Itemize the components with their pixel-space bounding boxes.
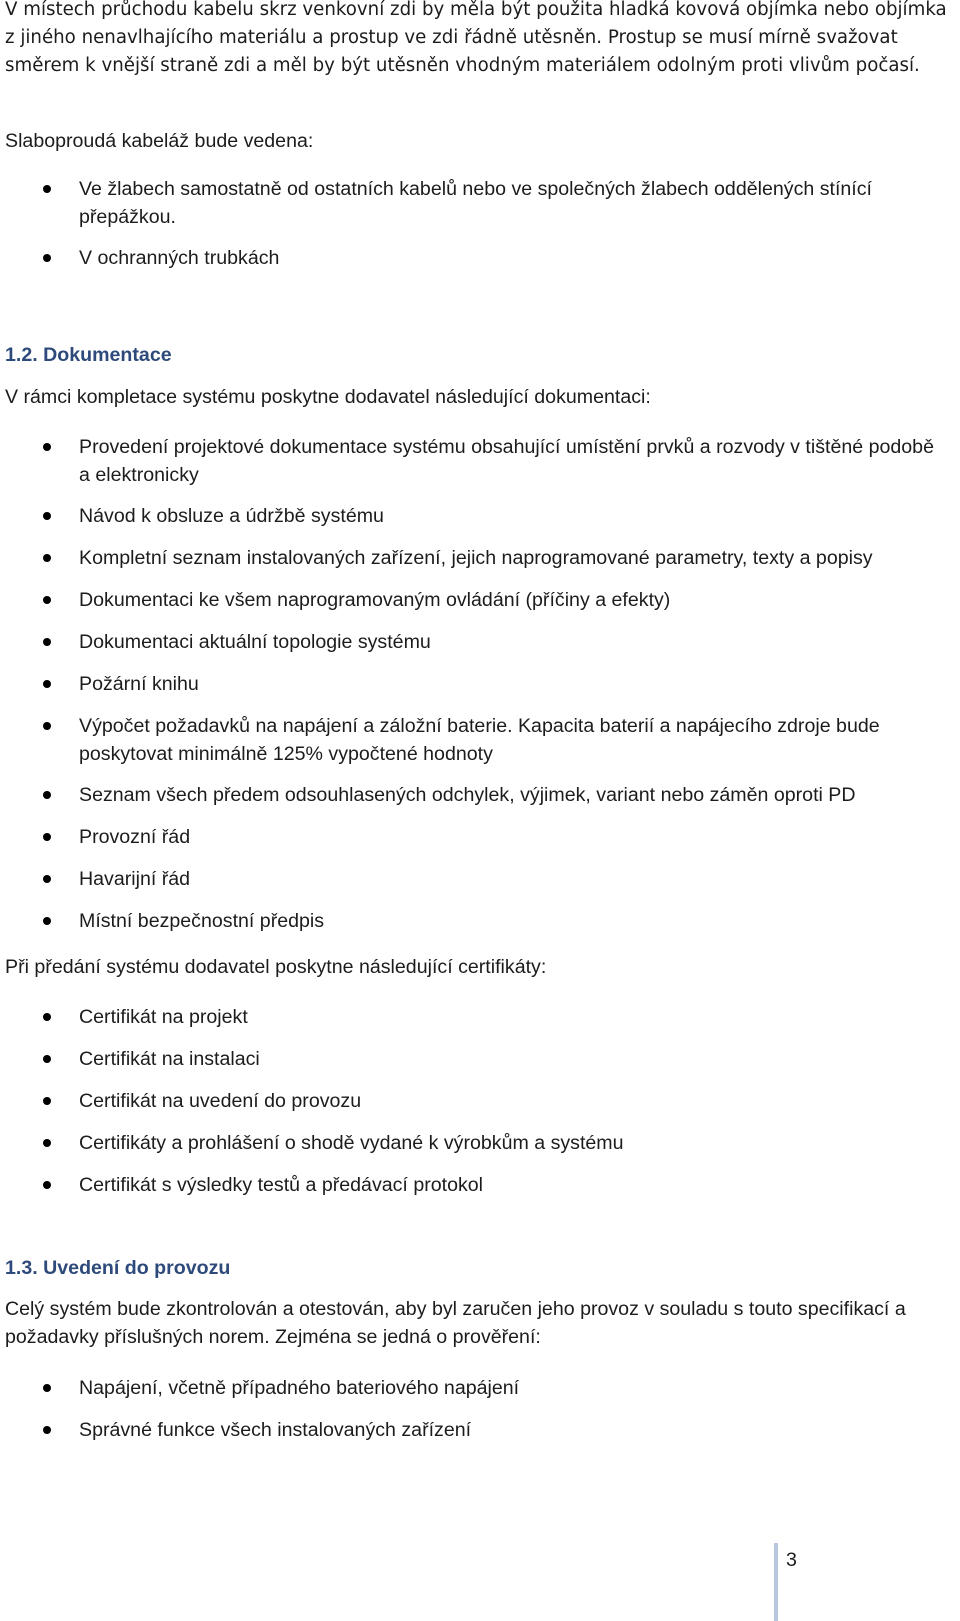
list-item [0, 1045, 949, 1073]
bullet-icon [43, 1384, 51, 1392]
bullet-icon [43, 875, 51, 883]
commissioning-list [0, 1374, 960, 1444]
bullet-icon [43, 512, 51, 520]
bullet-icon [43, 722, 51, 730]
documentation-list [0, 433, 960, 935]
list-item [0, 865, 949, 893]
list-item-text: Certifikát na projekt [79, 1006, 248, 1028]
list-item-text: Požární knihu [79, 673, 199, 695]
list-item-text: Havarijní řád [79, 868, 191, 890]
list-item-text: Dokumentaci aktuální topologie systému [79, 631, 431, 653]
list-item [0, 1416, 949, 1444]
list-item-text: Místní bezpečnostní předpis [79, 910, 325, 932]
bullet-icon [43, 185, 51, 193]
certificates-list [0, 1003, 960, 1199]
bullet-icon [43, 1181, 51, 1189]
footer-accent-bar [774, 1543, 778, 1621]
list-item [0, 670, 949, 698]
list-item-text: Certifikát na instalaci [79, 1048, 260, 1070]
list-item [0, 628, 949, 656]
list-item-text: Ve žlabech samostatně od ostatních kabelů nebo ve společných žlabech oddělených stínící přepážkou. [79, 178, 872, 228]
bullet-icon [43, 443, 51, 451]
intro-paragraph: V místech průchodu kabelu skrz venkovní zdi by měla být použita hladká kovová objímka nebo objímka z jiného nenavlhajícího materiálu a prostup ve zdi řádně utěsněn. Prostup se musí mírně svažovat směrem k vnější straně zdi a měl by být utěsněn vhodným materiálem odolným proti vlivům počasí. [5, 0, 947, 76]
bullet-icon [43, 638, 51, 646]
list-item-text: Certifikáty a prohlášení o shodě vydané k výrobkům a systému [79, 1132, 624, 1154]
list-item-text: Napájení, včetně případného bateriového napájení [79, 1377, 520, 1399]
list-item [0, 781, 949, 809]
list-item-text: Kompletní seznam instalovaných zařízení, jejich naprogramované parametry, texty a popisy [79, 547, 873, 569]
list-item-text: Výpočet požadavků na napájení a záložní baterie. Kapacita baterií a napájecího zdroje bude poskytovat minimálně 125% vypočtené hodnoty [79, 715, 880, 765]
bullet-icon [43, 791, 51, 799]
low-current-lead: Slaboproudá kabeláž bude vedena: [5, 130, 314, 152]
list-item [0, 712, 949, 768]
commissioning-lead: Celý systém bude zkontrolován a otestován, aby byl zaručen jeho provoz v souladu s touto specifikací a požadavky příslušných norem. Zejména se jedná o prověření: [5, 1298, 906, 1348]
list-item [0, 502, 949, 530]
list-item [0, 175, 949, 231]
bullet-icon [43, 1055, 51, 1063]
bullet-icon [43, 833, 51, 841]
page-number: 3 [786, 1549, 797, 1571]
list-item [0, 586, 949, 614]
list-item-text: Certifikát na uvedení do provozu [79, 1090, 362, 1112]
list-item-text: Dokumentaci ke všem naprogramovaným ovládání (příčiny a efekty) [79, 589, 671, 611]
documentation-lead: V rámci kompletace systému poskytne dodavatel následující dokumentaci: [5, 386, 651, 408]
list-item [0, 1003, 949, 1031]
bullet-icon [43, 1013, 51, 1021]
bullet-icon [43, 1097, 51, 1105]
bullet-icon [43, 1426, 51, 1434]
bullet-icon [43, 254, 51, 262]
list-item [0, 1374, 949, 1402]
list-item-text: Návod k obsluze a údržbě systému [79, 505, 384, 527]
section-heading-commissioning: 1.3. Uvedení do provozu [5, 1257, 231, 1279]
bullet-icon [43, 680, 51, 688]
list-item [0, 433, 949, 489]
bullet-icon [43, 1139, 51, 1147]
list-item-text: V ochranných trubkách [79, 247, 280, 269]
certificates-lead: Při předání systému dodavatel poskytne následující certifikáty: [5, 956, 547, 978]
list-item-text: Certifikát s výsledky testů a předávací protokol [79, 1174, 484, 1196]
list-item-text: Provozní řád [79, 826, 191, 848]
list-item-text: Správné funkce všech instalovaných zařízení [79, 1419, 472, 1441]
list-item [0, 907, 949, 935]
section-heading-documentation: 1.2. Dokumentace [5, 344, 172, 366]
bullet-icon [43, 554, 51, 562]
list-item [0, 1129, 949, 1157]
list-item [0, 244, 949, 272]
list-item-text: Seznam všech předem odsouhlasených odchylek, výjimek, variant nebo záměn oproti PD [79, 784, 856, 806]
list-item [0, 1171, 949, 1199]
bullet-icon [43, 917, 51, 925]
list-item [0, 1087, 949, 1115]
list-item [0, 544, 949, 572]
bullet-icon [43, 596, 51, 604]
low-current-list [0, 175, 960, 272]
list-item [0, 823, 949, 851]
list-item-text: Provedení projektové dokumentace systému obsahující umístění prvků a rozvody v tištěné podobě a elektronicky [79, 436, 934, 486]
